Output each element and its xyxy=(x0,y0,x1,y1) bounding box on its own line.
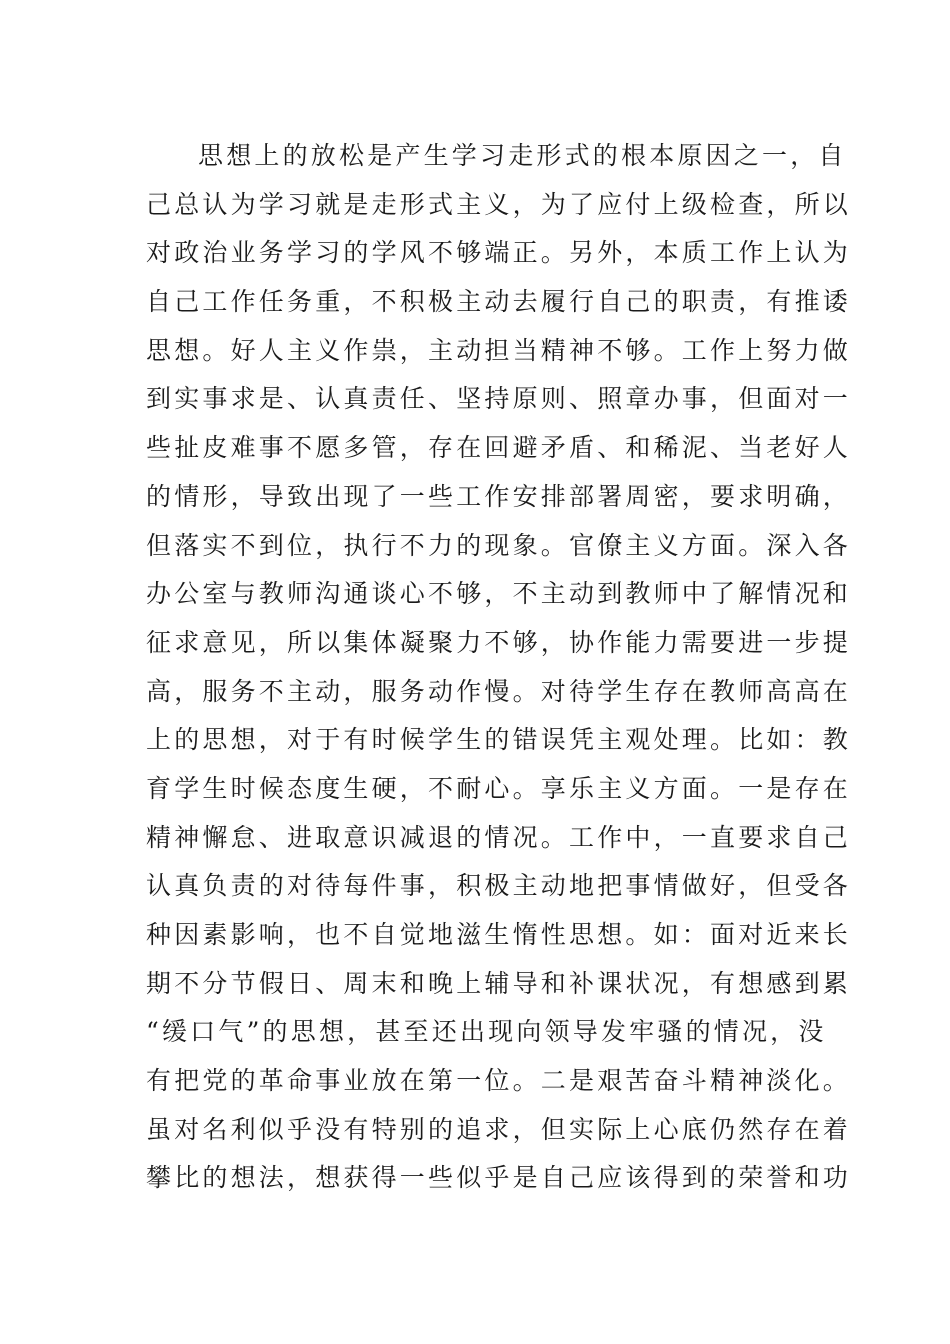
text-line: 精神懈怠、进取意识减退的情况。工作中，一直要求自己 xyxy=(146,822,852,852)
text-line: 征求意见，所以集体凝聚力不够，协作能力需要进一步提 xyxy=(146,627,852,657)
body-paragraph xyxy=(146,132,852,1203)
text-line: “缓口气”的思想，甚至还出现向领导发牢骚的情况，没 xyxy=(146,1017,827,1047)
text-line: 到实事求是、认真责任、坚持原则、照章办事，但面对一 xyxy=(146,384,852,414)
text-line: 种因素影响，也不自觉地滋生惰性思想。如：面对近来长 xyxy=(146,920,852,949)
text-line: 的情形，导致出现了一些工作安排部署周密，要求明确， xyxy=(146,481,852,511)
text-line: 思想。好人主义作祟，主动担当精神不够。工作上努力做 xyxy=(146,335,852,365)
text-line: 办公室与教师沟通谈心不够，不主动到教师中了解情况和 xyxy=(146,579,852,609)
text-line: 己总认为学习就是走形式主义，为了应付上级检查，所以 xyxy=(146,189,852,219)
text-line: 上的思想，对于有时候学生的错误凭主观处理。比如：教 xyxy=(146,725,852,755)
text-line: 对政治业务学习的学风不够端正。另外，本质工作上认为 xyxy=(146,238,852,268)
text-line: 思想上的放松是产生学习走形式的根本原因之一，自 xyxy=(198,141,847,170)
text-line: 虽对名利似乎没有特别的追求，但实际上心底仍然存在着 xyxy=(146,1114,852,1144)
text-line: 认真负责的对待每件事，积极主动地把事情做好，但受各 xyxy=(146,871,852,901)
text-line: 育学生时候态度生硬，不耐心。享乐主义方面。一是存在 xyxy=(146,773,852,803)
text-line: 期不分节假日、周末和晚上辅导和补课状况，有想感到累 xyxy=(146,968,852,998)
text-line: 些扯皮难事不愿多管，存在回避矛盾、和稀泥、当老好人 xyxy=(146,433,852,463)
text-line: 攀比的想法，想获得一些似乎是自己应该得到的荣誉和功 xyxy=(146,1163,852,1193)
text-line: 有把党的革命事业放在第一位。二是艰苦奋斗精神淡化。 xyxy=(146,1066,852,1096)
text-line: 高，服务不主动，服务动作慢。对待学生存在教师高高在 xyxy=(146,676,852,706)
text-line: 但落实不到位，执行不力的现象。官僚主义方面。深入各 xyxy=(146,530,852,560)
text-line: 自己工作任务重，不积极主动去履行自己的职责，有推诿 xyxy=(146,287,852,317)
